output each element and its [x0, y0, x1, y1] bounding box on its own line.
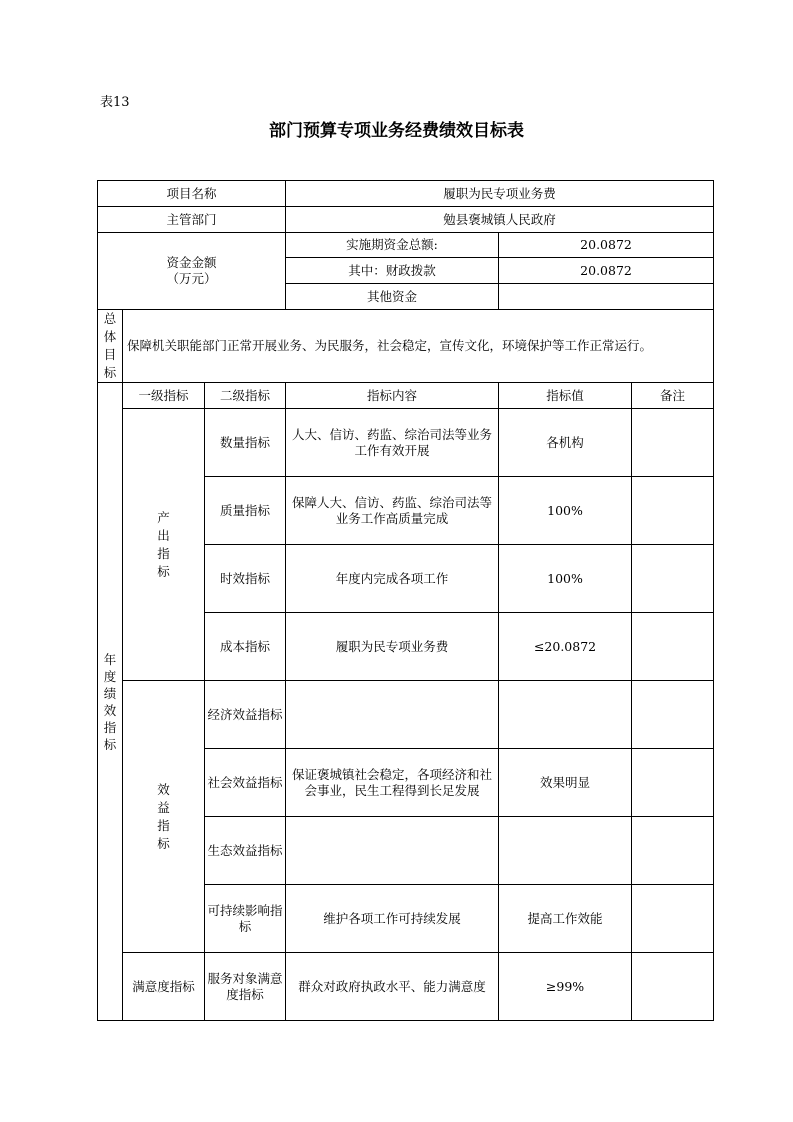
fund-unit-text: （万元） [166, 271, 217, 286]
value-cell: 提高工作效能 [499, 885, 632, 953]
note-cell [632, 885, 714, 953]
row-indicator-header [98, 383, 714, 409]
note-cell [632, 681, 714, 749]
col-value-header: 指标值 [499, 383, 632, 409]
value-cell [499, 817, 632, 885]
performance-target-table [97, 180, 714, 1021]
content-cell: 保障人大、信访、药监、综治司法等业务工作高质量完成 [286, 477, 499, 545]
level2-cell: 时效指标 [205, 545, 286, 613]
value-cell: 100% [499, 477, 632, 545]
table-row [98, 953, 714, 1021]
fund-total-value: 20.0872 [499, 233, 714, 258]
level2-cell: 质量指标 [205, 477, 286, 545]
row-fund-total [98, 233, 714, 258]
col-level1-header: 一级指标 [123, 383, 205, 409]
col-level2-header: 二级指标 [205, 383, 286, 409]
annual-indicators-label: 年度绩效指标 [98, 383, 123, 1021]
content-cell: 人大、信访、药监、综治司法等业务工作有效开展 [286, 409, 499, 477]
content-cell: 年度内完成各项工作 [286, 545, 499, 613]
fund-other-label: 其他资金 [286, 284, 499, 310]
level2-cell: 经济效益指标 [205, 681, 286, 749]
content-cell [286, 817, 499, 885]
col-content-header: 指标内容 [286, 383, 499, 409]
row-overall-goal [98, 310, 714, 383]
value-cell: ≤20.0872 [499, 613, 632, 681]
level2-cell: 成本指标 [205, 613, 286, 681]
note-cell [632, 409, 714, 477]
note-cell [632, 613, 714, 681]
overall-goal-text: 保障机关职能部门正常开展业务、为民服务，社会稳定，宣传文化，环境保护等工作正常运行。 [123, 310, 714, 383]
content-cell: 保证褒城镇社会稳定，各项经济和社会事业，民生工程得到长足发展 [286, 749, 499, 817]
fund-amount-label [98, 233, 286, 310]
level2-cell: 生态效益指标 [205, 817, 286, 885]
project-name-value: 履职为民专项业务费 [286, 181, 714, 207]
value-cell: 效果明显 [499, 749, 632, 817]
level2-cell: 社会效益指标 [205, 749, 286, 817]
content-cell: 履职为民专项业务费 [286, 613, 499, 681]
note-cell [632, 477, 714, 545]
value-cell: 100% [499, 545, 632, 613]
row-project-name [98, 181, 714, 207]
row-department [98, 207, 714, 233]
department-value: 勉县褒城镇人民政府 [286, 207, 714, 233]
department-label: 主管部门 [98, 207, 286, 233]
page-title: 部门预算专项业务经费绩效目标表 [269, 121, 524, 141]
benefit-indicators-label: 效益指标 [123, 681, 205, 953]
output-indicators-label: 产出指标 [123, 409, 205, 681]
note-cell [632, 953, 714, 1021]
note-cell [632, 545, 714, 613]
value-cell [499, 681, 632, 749]
content-cell [286, 681, 499, 749]
table-number: 表13 [100, 95, 130, 110]
content-cell: 维护各项工作可持续发展 [286, 885, 499, 953]
table-row [98, 681, 714, 749]
fund-fiscal-value: 20.0872 [499, 258, 714, 284]
level2-cell: 数量指标 [205, 409, 286, 477]
col-note-header: 备注 [632, 383, 714, 409]
overall-goal-label: 总体目标 [98, 310, 123, 383]
satisfaction-indicators-label: 满意度指标 [123, 953, 205, 1021]
fund-label-text: 资金金额 [166, 255, 217, 270]
project-name-label: 项目名称 [98, 181, 286, 207]
fund-total-label: 实施期资金总额: [286, 233, 499, 258]
value-cell: ≥99% [499, 953, 632, 1021]
fund-fiscal-label: 其中：财政拨款 [286, 258, 499, 284]
table-row [98, 409, 714, 477]
level2-cell: 可持续影响指标 [205, 885, 286, 953]
level2-cell: 服务对象满意度指标 [205, 953, 286, 1021]
note-cell [632, 749, 714, 817]
note-cell [632, 817, 714, 885]
value-cell: 各机构 [499, 409, 632, 477]
fund-other-value [499, 284, 714, 310]
content-cell: 群众对政府执政水平、能力满意度 [286, 953, 499, 1021]
